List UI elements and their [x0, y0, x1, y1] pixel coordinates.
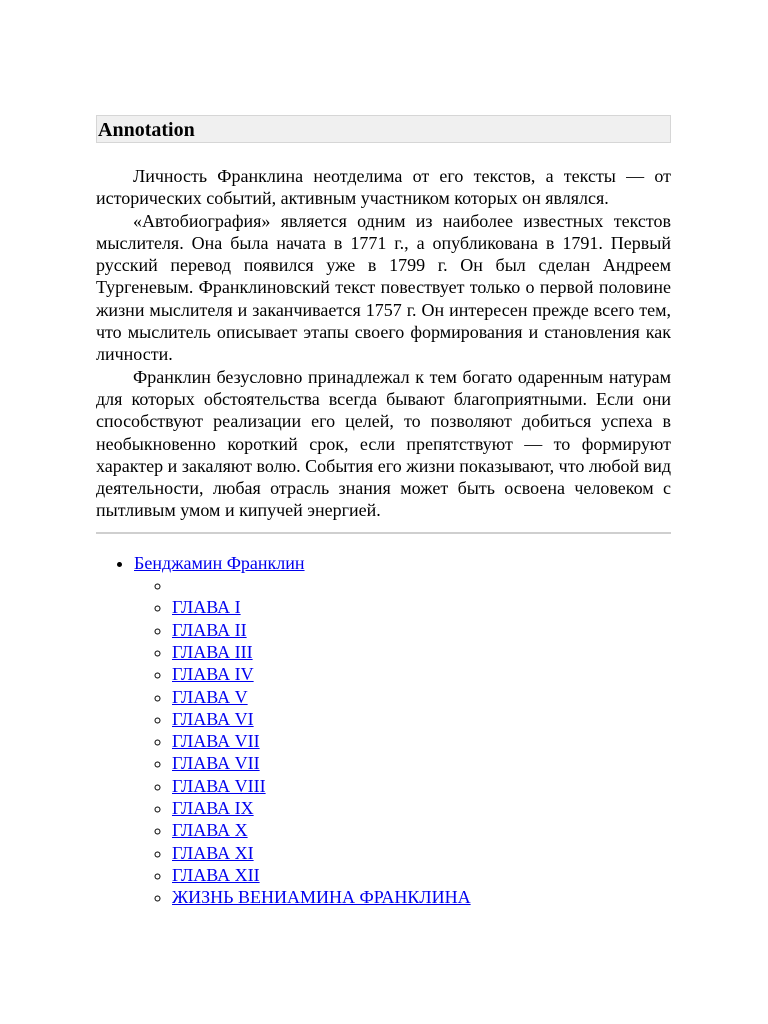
toc-link-book[interactable]: Бенджамин Франклин: [134, 552, 305, 573]
toc-link-life-of-franklin[interactable]: ЖИЗНЬ ВЕНИАМИНА ФРАНКЛИНА: [172, 887, 471, 908]
toc-link-chapter-4[interactable]: ГЛАВА IV: [172, 664, 254, 685]
toc-empty-item: [172, 574, 671, 596]
toc-chapter-item: [172, 619, 671, 641]
toc-link-chapter-2[interactable]: ГЛАВА II: [172, 619, 247, 640]
toc-item-book: [134, 552, 671, 909]
toc-chapter-item: [172, 886, 671, 908]
toc-chapter-item: [172, 775, 671, 797]
toc-chapter-item: [172, 686, 671, 708]
toc-link-chapter-7[interactable]: ГЛАВА VII: [172, 731, 260, 752]
toc-chapter-item: [172, 708, 671, 730]
toc-chapter-item: [172, 842, 671, 864]
document-page: [96, 115, 671, 909]
toc-link-chapter-9[interactable]: ГЛАВА IX: [172, 798, 254, 819]
toc-chapter-item: [172, 752, 671, 774]
section-divider: [96, 532, 671, 534]
toc-chapter-item: [172, 864, 671, 886]
annotation-paragraph: Франклин безусловно принадлежал к тем богато одаренным натурам для которых обстоятельства всегда бывают благоприятными. Если они способствуют реализации его целей, то позволяют добиться успеха в необыкновенно короткий срок, если препятствуют — то формируют характер и закаляют волю. События его жизни показывают, что любой вид деятельности, любая отрасль знания может быть освоена человеком с пытливым умом и кипучей энергией.: [96, 366, 671, 521]
toc-link-chapter-6[interactable]: ГЛАВА VI: [172, 708, 254, 729]
annotation-paragraph: Личность Франклина неотделима от его текстов, а тексты — от исторических событий, активным участником которых он являлся.: [96, 166, 671, 209]
toc-link-chapter-10[interactable]: ГЛАВА X: [172, 820, 248, 841]
toc-link-chapter-7b[interactable]: ГЛАВА VII: [172, 753, 260, 774]
toc-chapter-item: [172, 819, 671, 841]
annotation-paragraph: «Автобиография» является одним из наиболее известных текстов мыслителя. Она была начата в 1771 г., а опубликована в 1791. Первый русский перевод появился уже в 1799 г. Он был сделан Андреем Тургеневым. Франклиновский текст повествует только о первой половине жизни мыслителя и заканчивается 1757 г. Он интересен прежде всего тем, что мыслитель описывает этапы своего формирования и становления как личности.: [96, 210, 671, 365]
toc-link-chapter-12[interactable]: ГЛАВА XII: [172, 864, 260, 885]
toc-chapter-list: [134, 574, 671, 908]
toc-link-chapter-3[interactable]: ГЛАВА III: [172, 641, 253, 662]
toc-chapter-item: [172, 663, 671, 685]
toc-chapter-item: [172, 797, 671, 819]
annotation-heading: Annotation: [96, 115, 671, 143]
toc-link-chapter-8[interactable]: ГЛАВА VIII: [172, 775, 266, 796]
toc-chapter-item: [172, 730, 671, 752]
table-of-contents: [96, 552, 671, 909]
annotation-body: [96, 165, 671, 522]
toc-link-chapter-11[interactable]: ГЛАВА XI: [172, 842, 254, 863]
toc-link-chapter-1[interactable]: ГЛАВА I: [172, 597, 241, 618]
toc-link-chapter-5[interactable]: ГЛАВА V: [172, 686, 248, 707]
toc-chapter-item: [172, 596, 671, 618]
toc-chapter-item: [172, 641, 671, 663]
